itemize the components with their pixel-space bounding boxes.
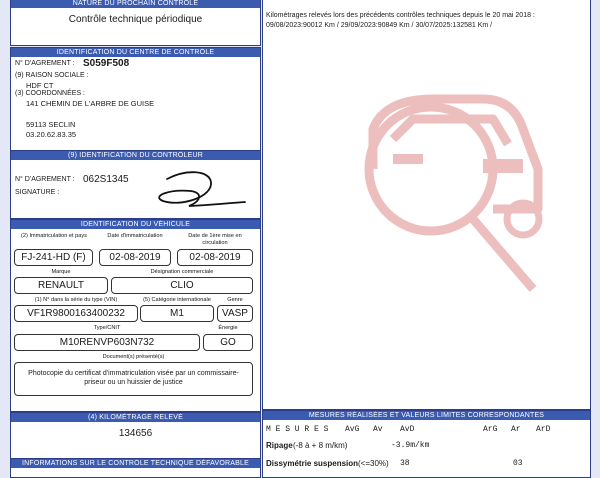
immat-label: (2) Immatriculation et pays	[21, 233, 87, 239]
measures-panel	[262, 410, 591, 478]
dissym-avg: 38	[400, 459, 410, 468]
center-coord-label: (3) COORDONNÉES :	[15, 90, 86, 97]
km-header: (4) KILOMÉTRAGE RELEVÉ	[11, 413, 260, 422]
docs-label: Document(s) présenté(s)	[102, 354, 165, 360]
center-address-line1: 141 CHEMIN DE L'ARBRE DE GUISE	[26, 99, 155, 108]
docs-field: Photocopie du certificat d'immatriculation visée par un commissaire-priseur ou un huissier de justice	[14, 362, 253, 396]
center-header: IDENTIFICATION DU CENTRE DE CONTRÔLE	[11, 48, 260, 57]
center-agrement-value: S059F508	[83, 58, 130, 69]
center-panel	[10, 47, 261, 151]
ripage-limit: (-8 à + 8 m/km)	[293, 441, 348, 450]
vehicle-header: IDENTIFICATION DU VÉHICULE	[11, 220, 260, 229]
controller-header: (9) IDENTIFICATION DU CONTRÔLEUR	[11, 151, 260, 160]
designation-label: Désignation commerciale	[150, 269, 214, 275]
col-ard: ArD	[536, 425, 551, 434]
controller-agrement-label: N° D'AGREMENT :	[15, 176, 75, 183]
vin-field: VF1R9800163400232	[14, 305, 138, 322]
col-avd: AvD	[400, 425, 415, 434]
km-panel	[10, 412, 261, 459]
measures-title: M E S U R E S	[266, 425, 329, 434]
center-address-line2: 59113 SECLIN	[26, 120, 76, 129]
dissym-label: Dissymétrie suspension	[266, 459, 359, 468]
date-first-label: Date de 1ère mise en circulation	[188, 233, 242, 246]
next-control-panel	[10, 0, 261, 46]
center-raison-value: HDF CT	[26, 81, 54, 90]
bottom-info-panel	[10, 458, 261, 478]
date-immat-label: Date d'immatriculation	[107, 233, 163, 239]
km-value: 134656	[118, 428, 153, 439]
watermark-car-icon	[333, 59, 583, 299]
center-agrement-label: N° D'AGREMENT :	[15, 60, 75, 67]
immat-field: FJ-241-HD (F)	[14, 249, 93, 266]
center-raison-label: (9) RAISON SOCIALE :	[15, 72, 89, 79]
controller-panel	[10, 150, 261, 219]
vehicle-panel	[10, 219, 261, 412]
genre-label: Genre	[227, 297, 243, 303]
type-field: M10RENVP603N732	[14, 334, 200, 351]
marque-field: RENAULT	[14, 277, 108, 294]
genre-field: VASP	[217, 305, 253, 322]
signature-image	[141, 165, 251, 213]
next-control-value: Contrôle technique périodique	[68, 14, 203, 25]
designation-field: CLIO	[111, 277, 253, 294]
dissym-arg: 03	[513, 459, 523, 468]
col-ar: Ar	[511, 425, 521, 434]
vin-label: (1) N° dans la série du type (VIN)	[34, 297, 118, 303]
controller-agrement-value: 062S1345	[83, 174, 129, 185]
date-first-field: 02-08-2019	[177, 249, 253, 266]
bottom-info-header: INFORMATIONS SUR LE CONTRÔLE TECHNIQUE DÉFAVORABLE	[11, 459, 260, 468]
energie-field: GO	[203, 334, 253, 351]
history-panel	[262, 0, 591, 410]
col-arg: ArG	[483, 425, 498, 434]
controller-signature-label: SIGNATURE :	[15, 189, 60, 196]
ripage-value: -3.9m/km	[391, 441, 430, 450]
col-avg: AvG	[345, 425, 360, 434]
ripage-label: Ripage	[266, 441, 293, 450]
date-immat-field: 02-08-2019	[99, 249, 171, 266]
history-text: Kilométrages relevés lors des précédents contrôles techniques depuis le 20 mai 2018 : 09/08/2023:90012 Km / 29/09/2023:90849 Km / 30/07/2025:132581 Km /	[266, 12, 535, 29]
measures-header: MESURES RÉALISÉES ET VALEURS LIMITES CORRESPONDANTES	[263, 411, 590, 420]
energie-label: Énergie	[218, 325, 238, 331]
next-control-header: NATURE DU PROCHAIN CONTROLE	[11, 0, 260, 8]
dissym-limit: (<=30%)	[358, 459, 389, 468]
type-label: Type/CNIT	[93, 325, 121, 331]
center-phone: 03.20.62.83.35	[26, 130, 77, 139]
col-av: Av	[373, 425, 383, 434]
cat-label: (5) Catégorie internationale	[143, 297, 211, 303]
marque-label: Marque	[51, 269, 71, 275]
cat-field: M1	[140, 305, 214, 322]
